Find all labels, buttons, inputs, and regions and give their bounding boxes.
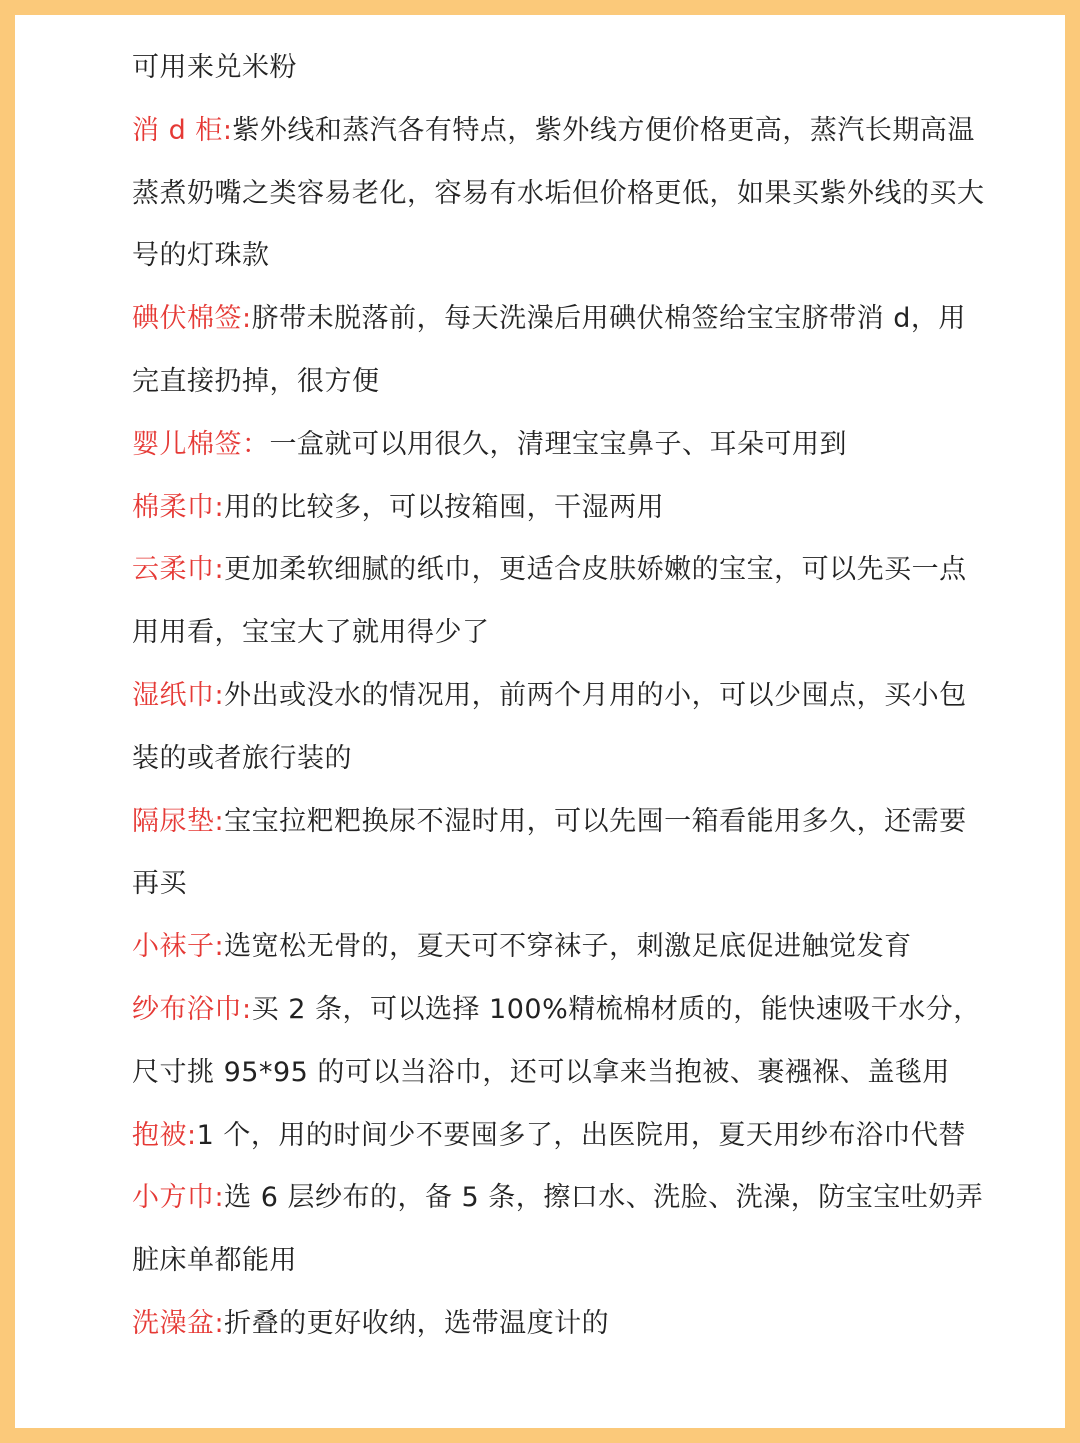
item-sterilizer [132, 100, 992, 288]
item-separator: : [214, 491, 225, 523]
item-label: 纱布浴巾 [132, 993, 242, 1025]
item-separator: : [214, 931, 225, 963]
item-swaddle [132, 1105, 992, 1168]
item-gauze-towel [132, 979, 992, 1105]
item-baby-swab [132, 414, 992, 477]
item-separator: ： [242, 428, 270, 460]
item-label: 小方巾 [132, 1182, 215, 1214]
item-label: 云柔巾 [132, 554, 215, 586]
item-label: 碘伏棉签 [132, 303, 242, 335]
item-wet-wipes [132, 665, 992, 791]
item-separator: : [214, 554, 225, 586]
item-text: 外出或没水的情况用，前两个月用的小，可以少囤点，买小包装的或者旅行装的 [132, 679, 967, 774]
item-separator: : [242, 993, 252, 1025]
intro-line [132, 37, 992, 100]
item-text: 折叠的更好收纳，选带温度计的 [224, 1307, 610, 1339]
item-label: 消 d 柜 [132, 114, 223, 146]
item-separator: : [214, 1182, 225, 1214]
item-text: 选 6 层纱布的，备 5 条，擦口水、洗脸、洗澡，防宝宝吐奶弄脏床单都能用 [132, 1182, 984, 1277]
item-separator: : [222, 114, 233, 146]
item-label: 隔尿垫 [132, 805, 215, 837]
item-text: 宝宝拉粑粑换尿不湿时用，可以先囤一箱看能用多久，还需要再买 [132, 805, 967, 900]
item-text: 选宽松无骨的，夏天可不穿袜子，刺激足底促进触觉发育 [224, 931, 912, 963]
item-text: 脐带未脱落前，每天洗澡后用碘伏棉签给宝宝脐带消 d，用完直接扔掉，很方便 [132, 303, 966, 397]
item-separator: : [187, 1119, 197, 1151]
item-label: 棉柔巾 [132, 491, 215, 523]
item-label: 小袜子 [132, 931, 215, 963]
item-label: 湿纸巾 [132, 679, 215, 711]
item-iodine-swab [132, 288, 992, 414]
intro-text: 可用来兑米粉 [132, 52, 297, 83]
item-separator: : [242, 303, 252, 335]
item-soft-tissue [132, 539, 992, 665]
item-text: 更加柔软细腻的纸巾，更适合皮肤娇嫩的宝宝，可以先买一点用用看，宝宝大了就用得少了 [132, 554, 967, 649]
item-separator: : [214, 679, 225, 711]
item-changing-pad [132, 791, 992, 917]
item-label: 洗澡盆 [132, 1307, 215, 1339]
item-text: 一盒就可以用很久，清理宝宝鼻子、耳朵可用到 [269, 428, 847, 460]
item-label: 婴儿棉签 [132, 428, 242, 460]
item-text: 1 个，用的时间少不要囤多了，出医院用，夏天用纱布浴巾代替 [196, 1119, 966, 1151]
item-washcloth [132, 1167, 992, 1293]
item-text: 紫外线和蒸汽各有特点，紫外线方便价格更高，蒸汽长期高温蒸煮奶嘴之类容易老化，容易有水垢但价格更低，如果买紫外线的买大号的灯珠款 [132, 114, 985, 272]
item-separator: : [214, 1307, 225, 1339]
item-text: 买 2 条，可以选择 100%精梳棉材质的，能快速吸干水分，尺寸挑 95*95 的可以当浴巾，还可以拿来当抱被、裹襁褓、盖毯用 [132, 993, 981, 1088]
item-label: 抱被 [132, 1119, 187, 1151]
item-text: 用的比较多，可以按箱囤，干湿两用 [224, 491, 665, 523]
article-content [132, 37, 992, 1356]
item-cotton-towel [132, 477, 992, 540]
item-bathtub [132, 1293, 992, 1356]
item-socks [132, 916, 992, 979]
item-separator: : [214, 805, 225, 837]
